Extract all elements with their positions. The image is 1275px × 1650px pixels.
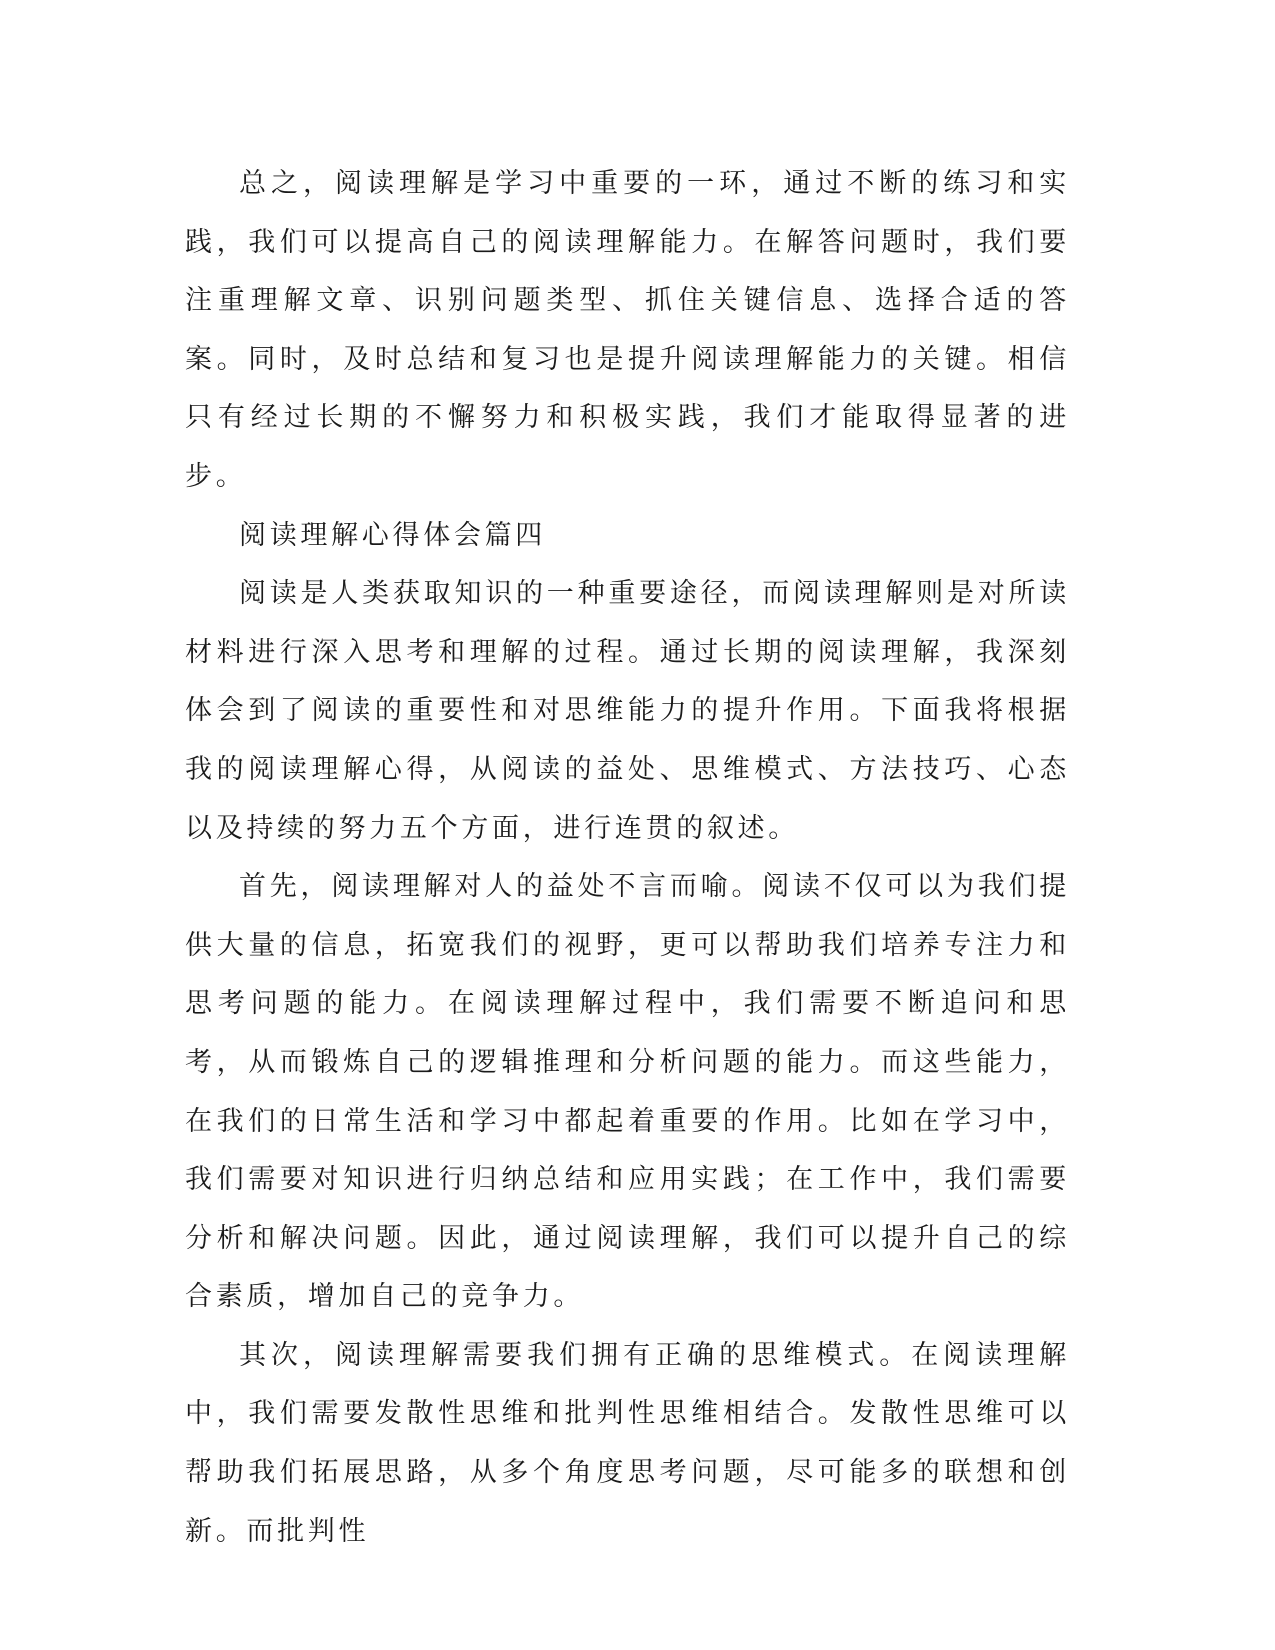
document-page	[185, 155, 1070, 1561]
paragraph-intro: 阅读是人类获取知识的一种重要途径，而阅读理解则是对所读材料进行深入思考和理解的过程。通过长期的阅读理解，我深刻体会到了阅读的重要性和对思维能力的提升作用。下面我将根据我的阅读理解心得，从阅读的益处、思维模式、方法技巧、心态以及持续的努力五个方面，进行连贯的叙述。	[185, 578, 1070, 844]
paragraph-second: 其次，阅读理解需要我们拥有正确的思维模式。在阅读理解中，我们需要发散性思维和批判性思维相结合。发散性思维可以帮助我们拓展思路，从多个角度思考问题，尽可能多的联想和创新。而批判性	[185, 1339, 1070, 1547]
paragraph-first: 首先，阅读理解对人的益处不言而喻。阅读不仅可以为我们提供大量的信息，拓宽我们的视野，更可以帮助我们培养专注力和思考问题的能力。在阅读理解过程中，我们需要不断追问和思考，从而锻炼自己的逻辑推理和分析问题的能力。而这些能力，在我们的日常生活和学习中都起着重要的作用。比如在学习中，我们需要对知识进行归纳总结和应用实践；在工作中，我们需要分析和解决问题。因此，通过阅读理解，我们可以提升自己的综合素质，增加自己的竞争力。	[185, 871, 1070, 1313]
section-heading: 阅读理解心得体会篇四	[239, 519, 546, 551]
paragraph-summary: 总之，阅读理解是学习中重要的一环，通过不断的练习和实践，我们可以提高自己的阅读理解能力。在解答问题时，我们要注重理解文章、识别问题类型、抓住关键信息、选择合适的答案。同时，及时总结和复习也是提升阅读理解能力的关键。相信只有经过长期的不懈努力和积极实践，我们才能取得显著的进步。	[185, 168, 1070, 492]
